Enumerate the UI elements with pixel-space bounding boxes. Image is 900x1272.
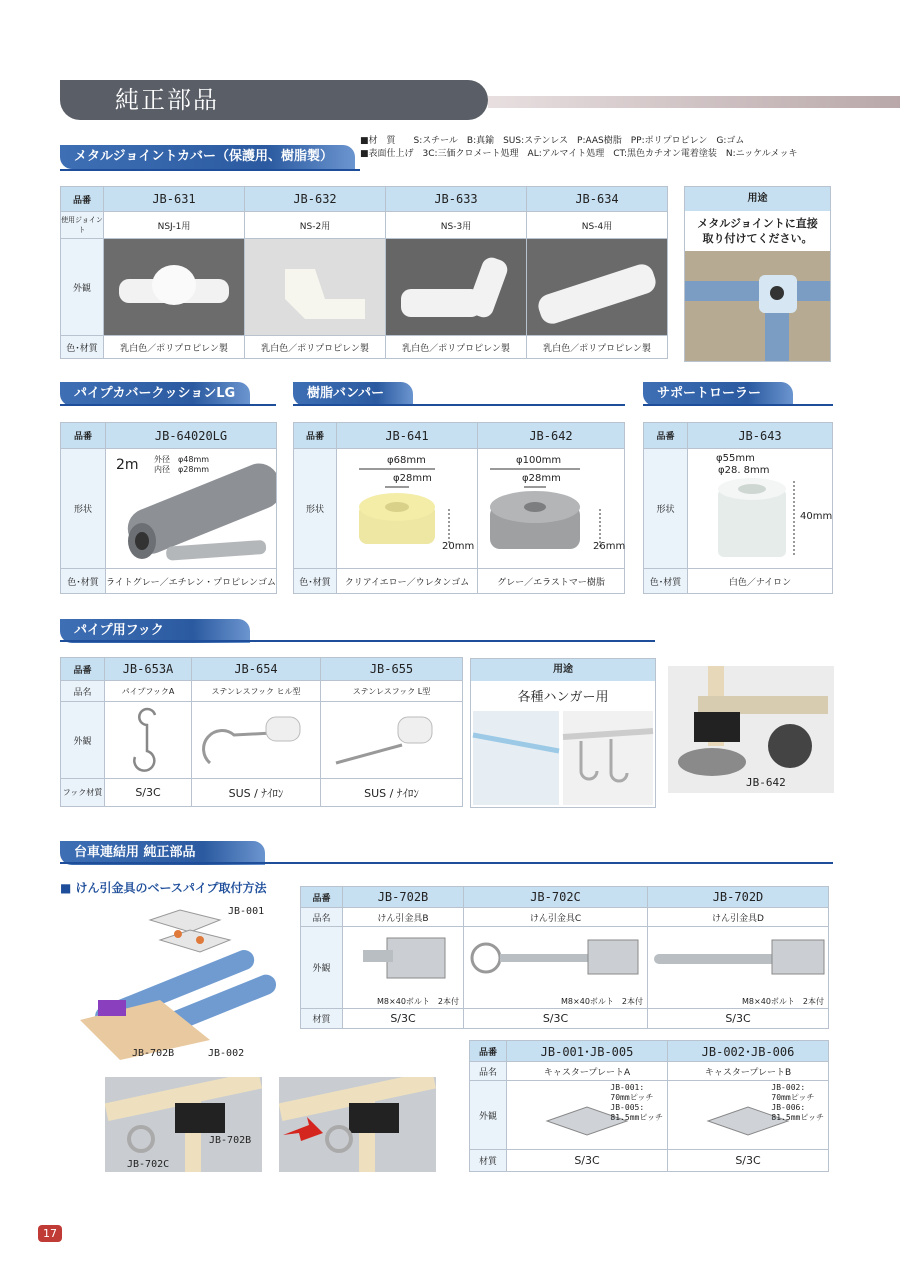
code: JB-643 [688,423,833,449]
photo-label-jb702b: JB-702B [209,1135,252,1146]
height: 40mm [800,511,833,522]
note: JB-005: [610,1103,645,1112]
photo-jb634 [527,239,668,336]
header-code: 品番 [61,658,105,681]
header-code: 品番 [61,187,104,212]
code-1: JB-702B [343,887,464,908]
usage-header: 用途 [471,659,655,681]
mat: 白色／ナイロン [688,569,833,594]
note: 81.5mmピッチ [610,1113,663,1122]
code-1: JB-001･JB-005 [507,1041,668,1062]
code-2: JB-654 [192,658,321,681]
photo-jb633 [386,239,527,336]
usage-text: 各種ハンガー用 [517,690,609,705]
fitting-702b [343,927,464,1009]
joint-cover-table [60,186,668,359]
mat-2: 乳白色／ポリプロピレン製 [245,336,386,359]
section-line [60,862,833,864]
header-name: 品名 [470,1062,507,1081]
plate-a-notes [610,1083,663,1123]
fitting-702d [648,927,829,1009]
mat-3: 乳白色／ポリプロピレン製 [386,336,527,359]
header-shape: 形状 [644,449,688,569]
header-mat: 材質 [301,1009,343,1029]
section-line [60,404,276,406]
code: JB-64020LG [106,423,277,449]
section-title-cart: 台車連結用 純正部品 [60,841,265,865]
usage-box-hook [470,658,656,808]
section-line [643,404,833,406]
outer-dia: 外径 φ48mm [154,455,210,464]
code-2: JB-632 [245,187,386,212]
name-2: ステンレスフック ヒル型 [192,681,321,702]
mounting-photo-2 [279,1077,436,1172]
roller-table [643,422,833,594]
mounting-photo-1 [105,1077,262,1172]
caster-plate-table [469,1040,829,1172]
name-2: けん引金具C [464,908,648,927]
usage-text: メタルジョイントに直接取り付けてください。 [697,217,818,245]
section-line [60,169,360,171]
section-title-roller: サポートローラー [643,382,793,406]
mounting-diagram [70,900,292,1065]
joint-3: NS-3用 [386,212,527,239]
section-line [293,404,625,406]
mat-4: 乳白色／ポリプロピレン製 [527,336,668,359]
header-mat: 色･材質 [61,569,106,594]
code-2: JB-642 [478,423,625,449]
header-joint: 使用ジョイント [61,212,104,239]
diagram-label-jb001: JB-001 [228,906,265,917]
code-4: JB-634 [527,187,668,212]
hook-table [60,657,463,807]
header-shape: 形状 [294,449,337,569]
fitting-702c [464,927,648,1009]
photo-jb631 [104,239,245,336]
note: JB-001: [610,1083,645,1092]
code-3: JB-633 [386,187,527,212]
usage-photo [685,251,830,361]
page-number: 17 [38,1225,62,1242]
mat-1: クリアイエロー／ウレタンゴム [337,569,478,594]
header-look: 外観 [61,702,105,779]
name-1: けん引金具B [343,908,464,927]
name-3: ステンレスフック L型 [321,681,463,702]
roller-drawing [688,449,833,569]
note: 81.5mmピッチ [771,1113,824,1122]
mat: ライトグレー／エチレン・プロピレンゴム [106,569,277,594]
header-look: 外観 [301,927,343,1009]
code-2: JB-002･JB-006 [668,1041,829,1062]
bumper-usage-photo [668,666,834,793]
header-code: 品番 [61,423,106,449]
diagram-label-jb002: JB-002 [208,1048,245,1059]
mat-2: SUS / ﾅｲﾛﾝ [192,779,321,807]
header-mat: 色･材質 [61,336,104,359]
header-look: 外観 [61,239,104,336]
photo-label-jb702c: JB-702C [127,1159,170,1170]
code-1: JB-641 [337,423,478,449]
name-3: けん引金具D [648,908,829,927]
hook-653a-image [105,702,192,779]
name-2: キャスタープレートB [668,1062,829,1081]
section-title-hook: パイプ用フック [60,619,250,643]
header-code: 品番 [294,423,337,449]
page-title: 純正部品 [60,80,488,120]
note: 70mmピッチ [610,1093,654,1102]
note: 70mmピッチ [771,1093,815,1102]
photo-jb632 [245,239,386,336]
mat-2: S/3C [668,1150,829,1172]
legend-line-1: ■材 質 S:スチール B:真鍮 SUS:ステンレス P:AAS樹脂 PP:ポリプロピレン G:ゴム [360,136,745,146]
diagram-label-jb702b: JB-702B [132,1048,175,1059]
tow-fitting-table [300,886,829,1029]
mat-3: S/3C [648,1009,829,1029]
pipe-cushion-table [60,422,277,594]
mat-3: SUS / ﾅｲﾛﾝ [321,779,463,807]
mat-2: グレー／エラストマー樹脂 [478,569,625,594]
note: JB-006: [771,1103,806,1112]
title-decoration [488,96,900,108]
header-name: 品名 [301,908,343,927]
header-mat: フック材質 [61,779,105,807]
dia-inner: φ28. 8mm [718,465,770,476]
bumper-641-drawing [337,449,478,569]
dia-outer-642: φ100mm [516,455,562,466]
name-1: パイプフックA [105,681,192,702]
inner-dia: 内径 φ28mm [154,465,210,474]
header-code: 品番 [301,887,343,908]
code-1: JB-653A [105,658,192,681]
length-label: 2m [116,457,139,473]
mat-1: 乳白色／ポリプロピレン製 [104,336,245,359]
code-3: JB-702D [648,887,829,908]
mat-1: S/3C [105,779,192,807]
code-2: JB-702C [464,887,648,908]
plate-b [668,1081,829,1150]
joint-4: NS-4用 [527,212,668,239]
joint-1: NSJ-1用 [104,212,245,239]
header-mat: 色･材質 [644,569,688,594]
usage-box-joint [684,186,831,362]
plate-a [507,1081,668,1150]
header-code: 品番 [470,1041,507,1062]
bolt-note-2: M8×40ボルト 2本付 [561,997,643,1006]
mat-1: S/3C [343,1009,464,1029]
section-title-bumper: 樹脂バンパー [293,382,413,406]
mat-2: S/3C [464,1009,648,1029]
section-line [60,640,655,642]
header-mat: 色･材質 [294,569,337,594]
dia-outer: φ55mm [716,453,755,464]
header-mat: 材質 [470,1150,507,1172]
bumper-table [293,422,625,594]
hook-654-image [192,702,321,779]
mat-1: S/3C [507,1150,668,1172]
usage-photo [471,711,655,807]
joint-2: NS-2用 [245,212,386,239]
code-1: JB-631 [104,187,245,212]
material-legend [360,135,830,161]
dia-outer-641: φ68mm [387,455,426,466]
header-code: 品番 [644,423,688,449]
height-641: 20mm [442,541,475,552]
bolt-note-3: M8×40ボルト 2本付 [742,997,824,1006]
name-1: キャスタープレートA [507,1062,668,1081]
header-shape: 形状 [61,449,106,569]
cushion-drawing [106,449,277,569]
header-look: 外観 [470,1081,507,1150]
height-642: 26mm [593,541,626,552]
subheading-mounting: ■ けん引金具のベースパイプ取付方法 [60,881,267,895]
legend-line-2: ■表面仕上げ 3C:三価クロメート処理 AL:アルマイト処理 CT:黒色カチオン電着塗装 N:ニッケルメッキ [360,149,798,159]
code-3: JB-655 [321,658,463,681]
header-name: 品名 [61,681,105,702]
plate-b-notes [771,1083,824,1123]
section-title-pipe-cushion: パイプカバークッションLG [60,382,250,406]
dimension-labels [154,455,209,475]
section-title-joint-cover: メタルジョイントカバー（保護用、樹脂製） [60,145,355,169]
usage-header: 用途 [685,187,830,211]
dia-inner-642: φ28mm [522,473,561,484]
bumper-642-drawing [478,449,625,569]
hook-655-image [321,702,463,779]
dia-inner-641: φ28mm [393,473,432,484]
note: JB-002: [771,1083,806,1092]
photo-label: JB-642 [746,776,786,789]
bolt-note-1: M8×40ボルト 2本付 [377,997,459,1006]
